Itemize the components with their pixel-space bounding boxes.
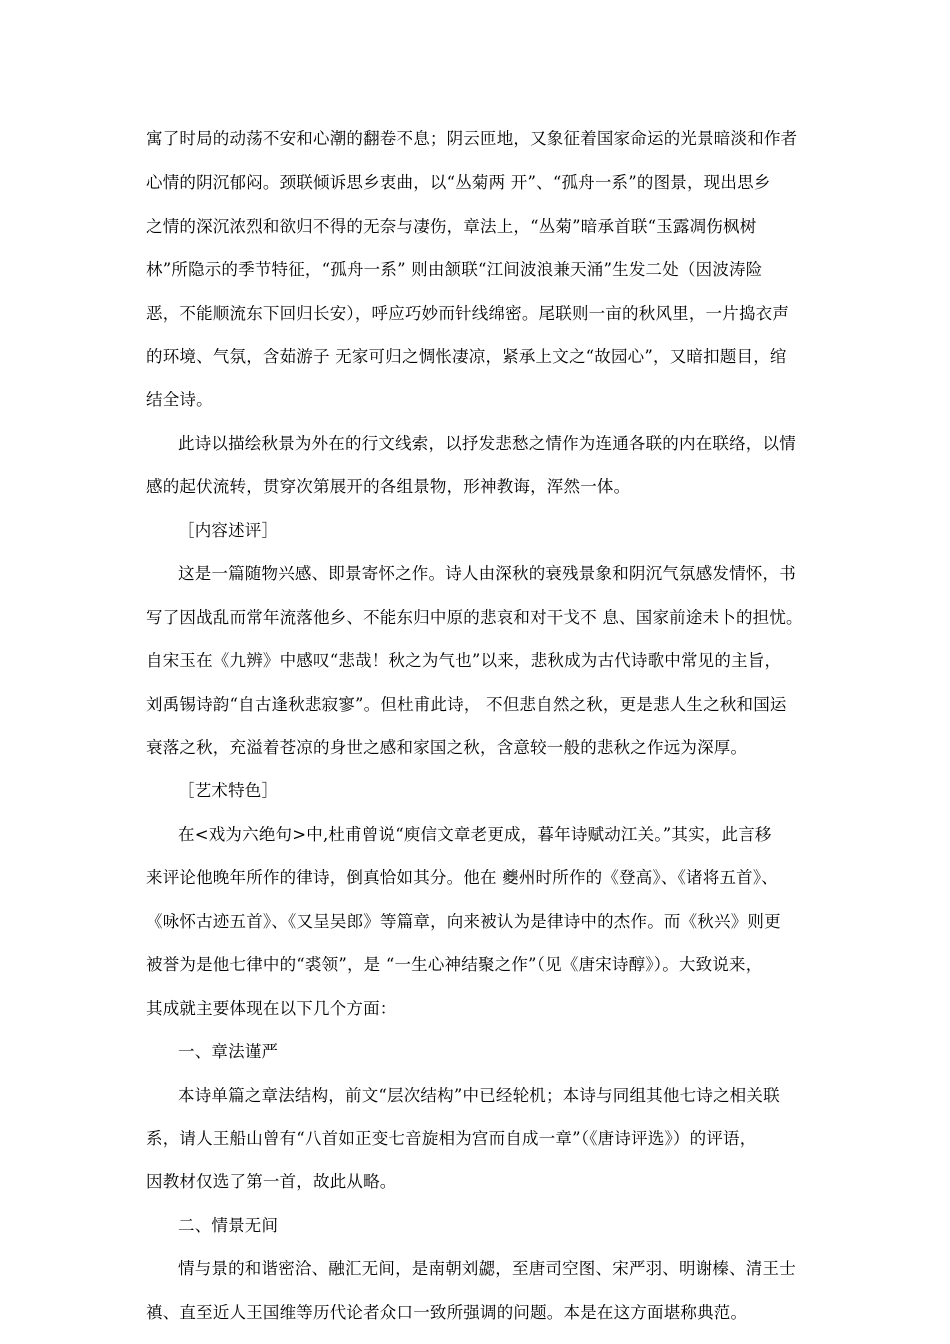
text-line: 寓了时局的动荡不安和心潮的翻卷不息；阴云匝地，又象征着国家命运的光景暗淡和作者	[146, 129, 798, 148]
text-line: 感的起伏流转，贯穿次第展开的各组景物，形神教诲，浑然一体。	[146, 477, 631, 496]
text-line: 禛、直至近人王国维等历代论者众口一致所强调的问题。本是在这方面堪称典范。	[146, 1303, 748, 1322]
text-line: 其成就主要体现在以下几个方面：	[146, 999, 397, 1018]
text-line: 恶，不能顺流东下回归长安），呼应巧妙而针线绵密。尾联则一亩的秋风里，一片捣衣声	[146, 304, 790, 323]
text-line: 衰落之秋，充溢着苍凉的身世之感和家国之秋，含意较一般的悲秋之作远为深厚。	[146, 738, 748, 757]
text-line: 之情的深沉浓烈和欲归不得的无奈与凄伤，章法上，“丛菊”暗承首联“玉露凋伤枫树	[146, 217, 757, 236]
text-line: 写了因战乱而常年流落他乡、不能东归中原的悲哀和对干戈不 息、国家前途未卜的担忧。	[146, 608, 803, 627]
text-line: 刘禹锡诗韵“自古逢秋悲寂寥”。但杜甫此诗， 不但悲自然之秋，更是悲人生之秋和国运	[146, 695, 787, 714]
text-line: 结全诗。	[146, 390, 213, 409]
section-heading: ［艺术特色］	[178, 781, 279, 800]
text-line: 被誉为是他七律中的“裘领”，是 “一生心神结聚之作”（见《唐宋诗醇》）。大致说来，	[146, 955, 763, 974]
text-line: 情与景的和谐密洽、融汇无间，是南朝刘勰，至唐司空图、宋严羽、明谢榛、清王士	[178, 1259, 796, 1278]
text-line: 这是一篇随物兴感、即景寄怀之作。诗人由深秋的衰残景象和阴沉气氛感发情怀，书	[178, 564, 796, 583]
subsection-heading: 二、情景无间	[178, 1216, 279, 1235]
subsection-heading: 一、章法谨严	[178, 1042, 279, 1061]
text-line: 心情的阴沉郁闷。颈联倾诉思乡衷曲，以“丛菊两 开”、“孤舟一系”的图景，现出思乡	[146, 173, 771, 192]
text-line: 的环境、气氛，含茹游子 无家可归之惆怅凄凉，紧承上文之“故园心”，又暗扣题目，绾	[146, 347, 787, 366]
text-line: 自宋玉在《九辨》中感叹“悲哉！秋之为气也”以来，悲秋成为古代诗歌中常见的主旨，	[146, 651, 782, 670]
text-line: 来评论他晚年所作的律诗，倒真恰如其分。他在 夔州时所作的《登高》、《诸将五首》、	[146, 868, 778, 887]
text-line: 本诗单篇之章法结构，前文“层次结构”中已经轮机；本诗与同组其他七诗之相关联	[178, 1086, 780, 1105]
section-heading: ［内容述评］	[178, 521, 279, 540]
text-line: 林”所隐示的季节特征，“孤舟一系” 则由颔联“江间波浪兼天涌”生发二处（因波涛险	[146, 260, 763, 279]
text-line: 《咏怀古迹五首》、《又呈吴郎》等篇章，向来被认为是律诗中的杰作。而《秋兴》则更	[146, 912, 781, 931]
text-line: 在<戏为六绝句>中,杜甫曾说“庾信文章老更成，暮年诗赋动江关。”其实，此言移	[178, 825, 772, 844]
text-line: 此诗以描绘秋景为外在的行文线索，以抒发悲愁之情作为连通各联的内在联络，以情	[178, 434, 796, 453]
text-line: 因教材仅选了第一首，故此从略。	[146, 1172, 397, 1191]
text-line: 系，请人王船山曾有“八首如正变七音旋相为宫而自成一章”（《唐诗评选》）的评语，	[146, 1129, 757, 1148]
